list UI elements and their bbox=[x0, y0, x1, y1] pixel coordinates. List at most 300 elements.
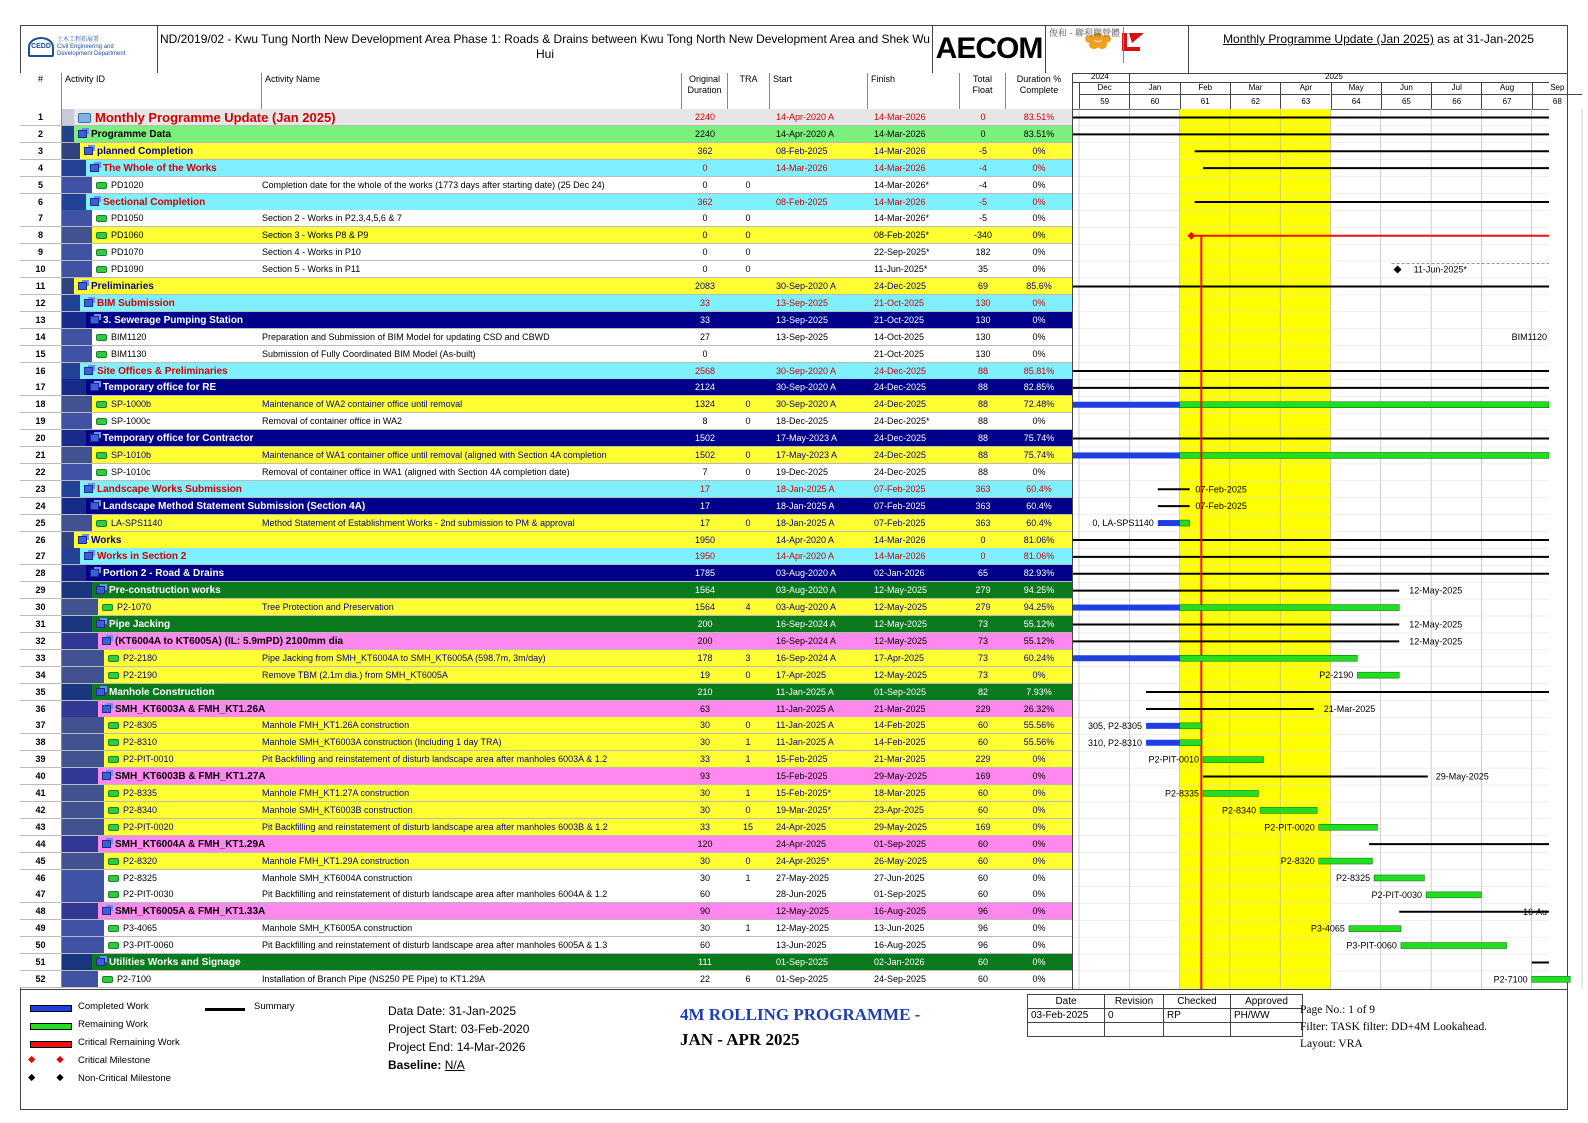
table-row[interactable] bbox=[20, 582, 1072, 599]
total-float: 73 bbox=[977, 652, 988, 663]
month-label: Sep bbox=[1533, 82, 1582, 95]
total-float: 88 bbox=[977, 433, 988, 444]
total-float: 65 bbox=[977, 568, 988, 579]
duration-complete: 81.06% bbox=[1023, 551, 1055, 562]
wbs-name bbox=[78, 532, 682, 548]
month-column bbox=[1079, 82, 1129, 109]
table-row[interactable] bbox=[20, 177, 1072, 194]
table-row[interactable] bbox=[20, 379, 1072, 396]
total-float: 279 bbox=[975, 602, 991, 613]
orig-duration: 200 bbox=[697, 635, 713, 646]
project-start: Project Start: 03-Feb-2020 bbox=[388, 1022, 530, 1036]
tra-value bbox=[728, 312, 768, 328]
tra-value bbox=[728, 430, 768, 446]
tree-gutter bbox=[62, 937, 104, 953]
duration-complete: 55.12% bbox=[1023, 635, 1055, 646]
gantt-label: P2-8320 bbox=[1280, 856, 1315, 867]
row-number: 16 bbox=[20, 363, 62, 379]
activity-id-text: P2-8325 bbox=[123, 872, 158, 883]
month-column bbox=[1381, 82, 1431, 109]
table-row[interactable] bbox=[20, 278, 1072, 295]
table-row[interactable] bbox=[20, 870, 1072, 887]
table-row[interactable] bbox=[20, 109, 1072, 126]
table-row[interactable] bbox=[20, 802, 1072, 819]
finish-date: 24-Dec-2025 bbox=[874, 399, 927, 410]
gantt-label: P2-PIT-0030 bbox=[1371, 889, 1423, 900]
start-date: 16-Sep-2024 A bbox=[776, 652, 837, 663]
finish-date: 29-May-2025 bbox=[874, 821, 928, 832]
activity-name: Installation of Branch Pipe (NS250 PE Pipe) to KT1.29A bbox=[262, 973, 486, 984]
column-header bbox=[20, 73, 1072, 110]
duration-complete: 0% bbox=[1032, 264, 1046, 275]
period-label: 61 bbox=[1200, 97, 1210, 106]
table-row[interactable] bbox=[20, 346, 1072, 363]
orig-duration: 362 bbox=[697, 145, 713, 156]
table-row[interactable] bbox=[20, 329, 1072, 346]
tra-value bbox=[728, 481, 768, 497]
month-label: Apr bbox=[1281, 82, 1330, 95]
table-row[interactable] bbox=[20, 498, 1072, 515]
row-number: 21 bbox=[20, 447, 62, 463]
tra-value bbox=[728, 346, 768, 362]
wbs-name bbox=[78, 278, 682, 294]
duration-complete: 0% bbox=[1032, 838, 1046, 849]
table-row[interactable] bbox=[20, 261, 1072, 278]
finish-date: 07-Feb-2025 bbox=[874, 483, 926, 494]
table-row[interactable] bbox=[20, 396, 1072, 413]
wbs-name bbox=[90, 565, 682, 581]
table-row[interactable] bbox=[20, 363, 1072, 380]
finish-date: 12-May-2025 bbox=[874, 619, 928, 629]
total-float: 363 bbox=[975, 483, 991, 494]
finish-date: 02-Jan-2026 bbox=[874, 568, 925, 579]
cedd-name-cn: 土木工程拓展署 bbox=[57, 37, 100, 43]
tree-gutter bbox=[62, 126, 74, 142]
start-date: 19-Mar-2025* bbox=[776, 804, 832, 815]
tree-gutter bbox=[62, 853, 104, 869]
gantt-label: P2-PIT-0010 bbox=[1148, 754, 1200, 765]
finish-date: 01-Sep-2025 bbox=[874, 686, 927, 697]
start-date: 16-Sep-2024 A bbox=[776, 635, 837, 646]
tree-gutter bbox=[62, 532, 74, 548]
finish-date: 21-Mar-2025 bbox=[874, 703, 926, 714]
finish-date: 27-Jun-2025 bbox=[874, 872, 925, 883]
activity-icon bbox=[96, 351, 107, 358]
activity-id bbox=[96, 396, 262, 412]
table-row[interactable] bbox=[20, 447, 1072, 464]
duration-complete: 83.51% bbox=[1023, 128, 1055, 139]
duration-complete: 0% bbox=[1032, 889, 1046, 900]
tra-value bbox=[728, 295, 768, 311]
tree-gutter bbox=[62, 903, 98, 919]
activity-id-text: PD1050 bbox=[111, 213, 144, 224]
finish-date: 14-Mar-2026 bbox=[874, 196, 926, 207]
activity-id-text: P2-8320 bbox=[123, 855, 158, 866]
row-number: 18 bbox=[20, 396, 62, 412]
start-date: 01-Sep-2025 bbox=[776, 957, 829, 967]
rev-header-revision: Revision bbox=[1105, 995, 1164, 1009]
wbs-label: planned Completion bbox=[97, 145, 194, 157]
finish-date: 14-Feb-2025 bbox=[874, 720, 926, 731]
duration-complete: 26.32% bbox=[1023, 703, 1055, 714]
wbs-name bbox=[84, 481, 682, 497]
footer bbox=[20, 989, 1568, 1111]
wbs-name bbox=[90, 379, 682, 395]
wbs-node-icon bbox=[96, 958, 105, 966]
project-title: ND/2019/02 - Kwu Tung North New Development Area Phase 1: Roads & Drains between Kwu Tong North New Development Area and Shek Wu Hui bbox=[158, 25, 933, 73]
duration-complete: 55.56% bbox=[1023, 737, 1055, 748]
orig-duration: 362 bbox=[697, 196, 713, 207]
table-row[interactable] bbox=[20, 903, 1072, 920]
wbs-node-icon bbox=[84, 147, 93, 155]
table-row[interactable] bbox=[20, 599, 1072, 616]
activity-icon bbox=[96, 266, 107, 273]
duration-complete: 0% bbox=[1032, 297, 1046, 308]
table-row[interactable] bbox=[20, 160, 1072, 177]
activity-name: Submission of Fully Coordinated BIM Model (As-built) bbox=[262, 348, 476, 359]
duration-complete: 0% bbox=[1032, 314, 1046, 325]
tree-gutter bbox=[62, 886, 104, 902]
rev-date: 03-Feb-2025 bbox=[1028, 1009, 1105, 1023]
wbs-node-icon bbox=[78, 282, 87, 290]
rev-revision: 0 bbox=[1105, 1009, 1164, 1023]
table-row[interactable] bbox=[20, 548, 1072, 565]
wbs-name bbox=[84, 143, 682, 159]
total-float: -5 bbox=[978, 145, 987, 156]
finish-date: 01-Sep-2025 bbox=[874, 838, 927, 849]
table-row[interactable] bbox=[20, 515, 1072, 532]
row-number: 52 bbox=[20, 971, 62, 987]
activity-id bbox=[108, 920, 262, 936]
completed-bar bbox=[1158, 520, 1180, 526]
table-row[interactable] bbox=[20, 751, 1072, 768]
start-date: 08-Feb-2025 bbox=[776, 145, 828, 156]
activity-name: Removal of container office in WA1 (aligned with Section 4A completion date) bbox=[262, 466, 570, 477]
activity-id bbox=[102, 599, 262, 615]
orig-duration: 33 bbox=[699, 297, 710, 308]
table-row[interactable] bbox=[20, 886, 1072, 903]
tree-gutter bbox=[62, 413, 92, 429]
total-float: 0 bbox=[980, 551, 986, 562]
tra-value: 0 bbox=[745, 466, 751, 477]
finish-date: 21-Oct-2025 bbox=[874, 348, 925, 359]
row-number: 23 bbox=[20, 481, 62, 497]
row-number: 15 bbox=[20, 346, 62, 362]
row-number: 17 bbox=[20, 379, 62, 395]
orig-duration: 0 bbox=[702, 162, 708, 173]
row-number: 19 bbox=[20, 413, 62, 429]
wbs-label: Manhole Construction bbox=[109, 686, 215, 698]
gantt-label: 21-Mar-2025 bbox=[1323, 703, 1376, 714]
row-number: 1 bbox=[20, 109, 62, 125]
table-row[interactable] bbox=[20, 126, 1072, 143]
remaining-bar bbox=[1349, 926, 1401, 932]
remaining-bar bbox=[1426, 892, 1481, 898]
activity-id bbox=[108, 650, 262, 666]
tree-gutter bbox=[62, 565, 86, 581]
gantt-label: P2-7100 bbox=[1493, 974, 1528, 985]
table-row[interactable] bbox=[20, 819, 1072, 836]
legend-remaining-swatch bbox=[30, 1023, 72, 1030]
gantt-label: BIM1120 bbox=[1511, 332, 1547, 343]
row-number: 44 bbox=[20, 836, 62, 852]
row-number: 49 bbox=[20, 920, 62, 936]
table-row[interactable] bbox=[20, 464, 1072, 481]
tree-gutter bbox=[62, 971, 98, 987]
finish-date: 14-Oct-2025 bbox=[874, 331, 925, 342]
orig-duration: 30 bbox=[699, 804, 710, 815]
orig-duration: 33 bbox=[699, 314, 710, 325]
duration-complete: 7.93% bbox=[1026, 686, 1052, 697]
tree-gutter bbox=[62, 379, 86, 395]
gantt-label: P3-4065 bbox=[1310, 923, 1345, 934]
table-row[interactable] bbox=[20, 143, 1072, 160]
activity-name: Manhole SMH_KT6003A construction (Including 1 day TRA) bbox=[262, 737, 502, 748]
row-number: 13 bbox=[20, 312, 62, 328]
year-divider bbox=[1129, 73, 1130, 82]
table-row[interactable] bbox=[20, 701, 1072, 718]
gantt-label: P3-PIT-0060 bbox=[1346, 940, 1397, 951]
tra-value: 6 bbox=[745, 973, 751, 984]
finish-date: 14-Mar-2026 bbox=[874, 534, 926, 545]
table-row[interactable] bbox=[20, 413, 1072, 430]
gantt-timescale bbox=[1073, 72, 1565, 110]
activity-id-text: SP-1000b bbox=[111, 399, 152, 410]
row-number: 10 bbox=[20, 261, 62, 277]
activity-id bbox=[102, 971, 262, 987]
table-row[interactable] bbox=[20, 244, 1072, 261]
tree-gutter bbox=[62, 109, 74, 125]
row-number: 51 bbox=[20, 954, 62, 970]
table-row[interactable] bbox=[20, 481, 1072, 498]
gantt-label: 07-Feb-2025 bbox=[1195, 484, 1247, 495]
activity-id bbox=[108, 853, 262, 869]
wbs-label: Temporary office for Contractor bbox=[103, 433, 254, 445]
layout-info: Layout: VRA bbox=[1300, 1038, 1363, 1050]
tra-value: 1 bbox=[745, 754, 751, 765]
activity-id-text: P3-PIT-0060 bbox=[123, 940, 174, 951]
activity-icon bbox=[102, 604, 113, 611]
table-row[interactable] bbox=[20, 532, 1072, 549]
table-row[interactable] bbox=[20, 194, 1072, 211]
tra-value bbox=[728, 143, 768, 159]
total-float: 88 bbox=[977, 365, 988, 376]
activity-name: Manhole FMH_KT1.29A construction bbox=[262, 855, 410, 866]
wbs-node-icon bbox=[90, 434, 99, 442]
year-label: 2024 bbox=[1091, 72, 1109, 81]
wbs-name bbox=[84, 363, 682, 379]
orig-duration: 2240 bbox=[694, 112, 716, 122]
month-column bbox=[1431, 82, 1481, 109]
table-row[interactable] bbox=[20, 768, 1072, 785]
activity-name: Pit Backfilling and reinstatement of disturb landscape area after manholes 6003A & 1.2 bbox=[262, 754, 608, 765]
tra-value bbox=[728, 548, 768, 564]
activity-id bbox=[96, 464, 262, 480]
tree-gutter bbox=[62, 278, 74, 294]
row-number: 14 bbox=[20, 329, 62, 345]
row-number: 29 bbox=[20, 582, 62, 598]
table-row[interactable] bbox=[20, 836, 1072, 853]
orig-duration: 33 bbox=[699, 821, 710, 832]
activity-id bbox=[108, 802, 262, 818]
table-row[interactable] bbox=[20, 633, 1072, 650]
tree-gutter bbox=[62, 734, 104, 750]
tra-value bbox=[728, 633, 768, 649]
table-row[interactable] bbox=[20, 565, 1072, 582]
wbs-node-icon bbox=[102, 840, 111, 848]
legend-summary: Summary bbox=[254, 1001, 295, 1012]
remaining-bar bbox=[1180, 520, 1190, 526]
row-number: 5 bbox=[20, 177, 62, 193]
finish-date: 21-Oct-2025 bbox=[874, 297, 925, 308]
table-row[interactable] bbox=[20, 971, 1072, 988]
activity-id-text: P3-4065 bbox=[123, 923, 158, 934]
table-row[interactable] bbox=[20, 937, 1072, 954]
activity-icon bbox=[96, 182, 107, 189]
table-row[interactable] bbox=[20, 717, 1072, 734]
remaining-bar bbox=[1180, 402, 1549, 408]
duration-complete: 60.4% bbox=[1026, 517, 1052, 528]
start-date: 12-May-2025 bbox=[776, 906, 830, 917]
start-date: 15-Feb-2025 bbox=[776, 771, 828, 782]
year-label: 2025 bbox=[1325, 72, 1343, 81]
total-float: 69 bbox=[977, 281, 988, 291]
table-row[interactable] bbox=[20, 853, 1072, 870]
row-number: 8 bbox=[20, 227, 62, 243]
table-row[interactable] bbox=[20, 210, 1072, 227]
tra-value bbox=[728, 954, 768, 970]
month-label: Jun bbox=[1382, 82, 1431, 95]
tree-gutter bbox=[62, 701, 98, 717]
completed-bar bbox=[1146, 723, 1180, 729]
data-date: Data Date: 31-Jan-2025 bbox=[388, 1004, 517, 1018]
activity-id bbox=[96, 346, 262, 362]
total-float: -5 bbox=[978, 213, 987, 224]
wbs-label: Sectional Completion bbox=[103, 196, 206, 208]
tra-value: 0 bbox=[745, 179, 751, 190]
orig-duration: 63 bbox=[699, 703, 710, 714]
table-row[interactable] bbox=[20, 920, 1072, 937]
total-float: 229 bbox=[975, 754, 991, 765]
wbs-name bbox=[90, 160, 682, 176]
start-date bbox=[770, 244, 868, 260]
table-row[interactable] bbox=[20, 312, 1072, 329]
row-number: 22 bbox=[20, 464, 62, 480]
tra-value bbox=[728, 532, 768, 548]
tra-value bbox=[728, 616, 768, 632]
wbs-node-icon bbox=[84, 485, 93, 493]
table-row[interactable] bbox=[20, 684, 1072, 701]
table-row[interactable] bbox=[20, 616, 1072, 633]
duration-complete: 81.06% bbox=[1023, 534, 1055, 545]
total-float: 88 bbox=[977, 382, 988, 393]
activity-name: Pit Backfilling and reinstatement of disturb landscape area after manholes 6004A & 1.2 bbox=[262, 889, 608, 900]
start-date: 13-Sep-2025 bbox=[776, 331, 829, 342]
finish-date: 14-Mar-2026 bbox=[874, 128, 926, 139]
tree-gutter bbox=[62, 194, 86, 210]
finish-date: 24-Dec-2025 bbox=[874, 466, 927, 477]
activity-id-text: P2-PIT-0010 bbox=[123, 754, 174, 765]
start-date: 30-Sep-2020 A bbox=[776, 382, 837, 393]
wbs-node-icon bbox=[102, 772, 111, 780]
month-column bbox=[1481, 82, 1531, 109]
folder-icon bbox=[78, 113, 91, 123]
duration-complete: 85.6% bbox=[1026, 281, 1052, 291]
col-total-float: Total Float bbox=[960, 73, 1006, 109]
table-row[interactable] bbox=[20, 650, 1072, 667]
activity-id-text: BIM1130 bbox=[111, 348, 147, 359]
tra-value: 3 bbox=[745, 652, 751, 663]
wbs-name bbox=[96, 616, 682, 632]
total-float: 35 bbox=[977, 264, 988, 275]
gantt-label: 310, P2-8310 bbox=[1088, 737, 1143, 748]
activity-id bbox=[96, 515, 262, 531]
month-column bbox=[1230, 82, 1280, 109]
wbs-label: Landscape Method Statement Submission (Section 4A) bbox=[103, 500, 366, 512]
table-row[interactable] bbox=[20, 734, 1072, 751]
table-row[interactable] bbox=[20, 954, 1072, 971]
row-number: 11 bbox=[20, 278, 62, 294]
table-row[interactable] bbox=[20, 295, 1072, 312]
col-activity-id: Activity ID bbox=[62, 73, 262, 109]
start-date: 30-Sep-2020 A bbox=[776, 399, 837, 410]
activity-icon bbox=[108, 891, 119, 898]
wbs-node-icon bbox=[90, 569, 99, 577]
activity-id-text: PD1070 bbox=[111, 247, 144, 258]
table-row[interactable] bbox=[20, 667, 1072, 684]
activity-icon bbox=[108, 807, 119, 814]
duration-complete: 94.25% bbox=[1023, 602, 1055, 613]
finish-date: 24-Dec-2025 bbox=[874, 433, 927, 444]
gantt-label: P2-2190 bbox=[1319, 670, 1354, 681]
finish-date: 16-Aug-2025 bbox=[874, 940, 927, 951]
gantt-label: 16-Au bbox=[1522, 906, 1547, 917]
month-label: Jan bbox=[1130, 82, 1179, 95]
wbs-label: Portion 2 - Road & Drains bbox=[103, 568, 225, 580]
month-column bbox=[1180, 82, 1230, 109]
month-label: May bbox=[1332, 82, 1381, 95]
remaining-bar bbox=[1401, 943, 1507, 949]
remaining-bar bbox=[1357, 672, 1399, 678]
tree-gutter bbox=[62, 768, 98, 784]
completed-bar bbox=[1146, 740, 1180, 746]
table-row[interactable] bbox=[20, 430, 1072, 447]
table-row[interactable] bbox=[20, 227, 1072, 244]
wbs-node-icon bbox=[96, 688, 105, 696]
tree-gutter bbox=[62, 633, 98, 649]
total-float: 60 bbox=[977, 788, 988, 798]
duration-complete: 0% bbox=[1032, 957, 1046, 967]
activity-id-text: PD1020 bbox=[111, 179, 144, 190]
aecom-logo: AECOM bbox=[933, 25, 1046, 73]
table-row[interactable] bbox=[20, 785, 1072, 802]
orig-duration: 0 bbox=[702, 348, 708, 359]
duration-complete: 0% bbox=[1032, 179, 1046, 190]
row-number: 50 bbox=[20, 937, 62, 953]
activity-name: Manhole FMH_KT1.26A construction bbox=[262, 720, 410, 731]
finish-date: 22-Sep-2025* bbox=[874, 247, 930, 258]
wbs-label: Programme Data bbox=[91, 128, 172, 140]
finish-date: 07-Feb-2025 bbox=[874, 500, 926, 511]
orig-duration: 33 bbox=[699, 754, 710, 765]
activity-id bbox=[108, 819, 262, 835]
orig-duration: 2568 bbox=[694, 365, 716, 376]
wbs-label: BIM Submission bbox=[97, 297, 175, 309]
finish-date: 07-Feb-2025 bbox=[874, 517, 926, 528]
finish-date: 12-May-2025 bbox=[874, 585, 928, 596]
period-label: 64 bbox=[1351, 97, 1361, 106]
report-title-date: as at 31-Jan-2025 bbox=[1433, 32, 1534, 46]
